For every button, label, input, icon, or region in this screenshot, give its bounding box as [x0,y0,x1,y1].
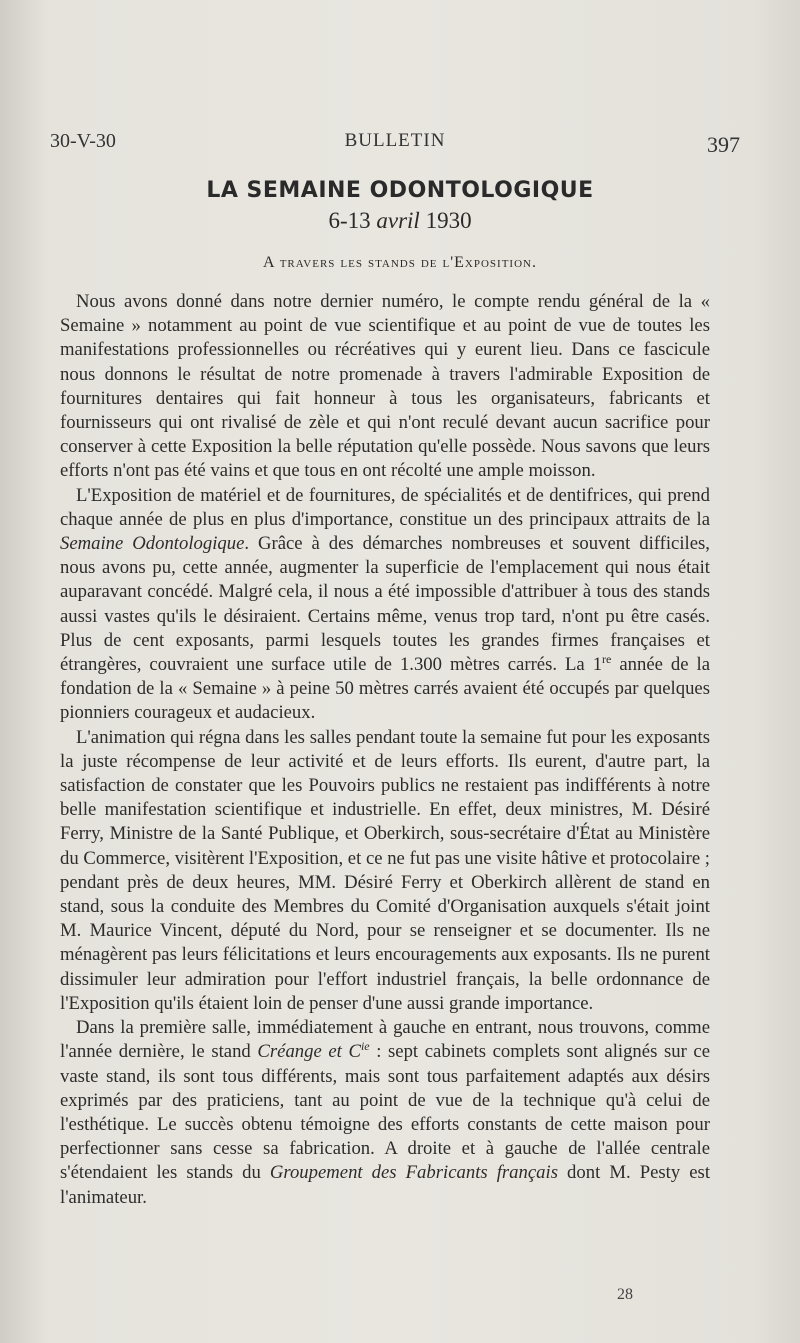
dates-year: 1930 [425,208,472,233]
dates-month: avril [376,208,420,233]
paragraph-4-text-a: Dans la première salle, immédiatement à gauche en entrant, nous trouvons, comme l'année dernière, le stand [60,1017,710,1063]
paragraph-4-superscript: ie [360,1039,370,1054]
paragraph-2-italic: Semaine Odontologique [60,533,245,555]
paragraph-2 [60,484,710,726]
article-subheading: A travers les stands de l'Exposition. [263,254,537,271]
paragraph-3: L'animation qui régna dans les salles pendant toute la semaine fut pour les exposants la juste récompense de leur activité et de leurs efforts. Ils eurent, d'autre part, la satisfaction de constater que les Pouvoirs publics ne restaient pas indifférents à notre belle manifestation scientifique et industrielle. En effet, deux ministres, M. Désiré Ferry, Ministre de la Santé Publique, et Oberkirch, sous-secrétaire d'État au Ministère du Commerce, visitèrent l'Exposition, et ce ne fut pas une visite hâtive et protocolaire ; pendant près de deux heures, MM. Désiré Ferry et Oberkirch allèrent de stand en stand, sous la conduite des Membres du Comité d'Organisation auxquels s'était joint M. Maurice Vincent, député du Nord, pour se renseigner et se documenter. Ils ne ménagèrent pas leurs félicitations et leurs encouragements aux exposants. Ils ne purent dissimuler leur admiration pour l'effort industriel français, la belle ordonnance de l'Exposition qu'ils étaient loin de penser d'une aussi grande importance. [60,726,710,1014]
paragraph-4-italic: Créange et C [257,1041,361,1063]
paragraph-1: Nous avons donné dans notre dernier numéro, le compte rendu général de la « Semaine » notamment au point de vue scientifique et au point de vue de toutes les manifestations professionnelles ou récréatives qui y eurent lieu. Dans ce fascicule nous donnons le résultat de notre promenade à travers l'admirable Exposition de fournitures dentaires qui fait honneur à tous les organisateurs, fabricants et fournisseurs qui ont rivalisé de zèle et qui n'ont reculé devant aucun sacrifice pour conserver à cette Exposition la belle réputation qu'elle possède. Nous savons que leurs efforts n'ont pas été vains et que tous en ont récolté une ample moisson. [60,291,710,482]
dates-range: 6-13 [328,208,371,233]
paragraph-4-italic-2: Groupement des Fabricants français [269,1162,558,1184]
article-dates [0,208,800,234]
paragraph-4-text-c: dont M. Pesty est l'animateur. [60,1162,711,1208]
signature-mark: 28 [617,1286,633,1303]
page-number: 397 [707,132,740,157]
header-section: BULLETIN [344,130,446,151]
paragraph-2-text-c: année de la fondation de la « Semaine » à peine 50 mètres carrés avaient été occupés par quelques pionniers courageux et audacieux. [60,654,710,724]
paragraph-2-superscript: re [602,651,612,666]
paragraph-4-text-b: : sept cabinets complets sont alignés sur ce vaste stand, ils sont tous différents, mais sont tous parfaitement adaptés aux désirs exprimés par des praticiens, tant au point de vue de la technique qu'à celui de l'esthétique. Le succès obtenu témoigne des efforts constants de cette maison pour perfectionner sans cesse sa fabrication. A droite et à gauche de l'allée centrale s'étendaient les stands du [60,1041,710,1184]
running-header [50,128,740,158]
article-title: LA SEMAINE ODONTOLOGIQUE [206,178,594,203]
article-body [60,290,710,1210]
paragraph-2-text-a: L'Exposition de matériel et de fournitures, de spécialités et de dentifrices, qui prend chaque année de plus en plus d'importance, constitue un des principaux attraits de la [60,484,710,530]
header-date: 30-V-30 [50,130,116,152]
paragraph-2-text-b: . Grâce à des démarches nombreuses et souvent difficiles, nous avons pu, cette année, augmenter la superficie de l'emplacement qui nous était auparavant concédé. Malgré cela, il nous a été impossible d'attribuer à tous des stands aussi vastes qu'ils le désiraient. Certains même, venus trop tard, n'ont pu être casés. Plus de cent exposants, parmi lesquels toutes les grandes firmes françaises et étrangères, couvraient une surface utile de 1.300 mètres carrés. La 1 [60,533,710,676]
paragraph-4 [60,1016,710,1210]
